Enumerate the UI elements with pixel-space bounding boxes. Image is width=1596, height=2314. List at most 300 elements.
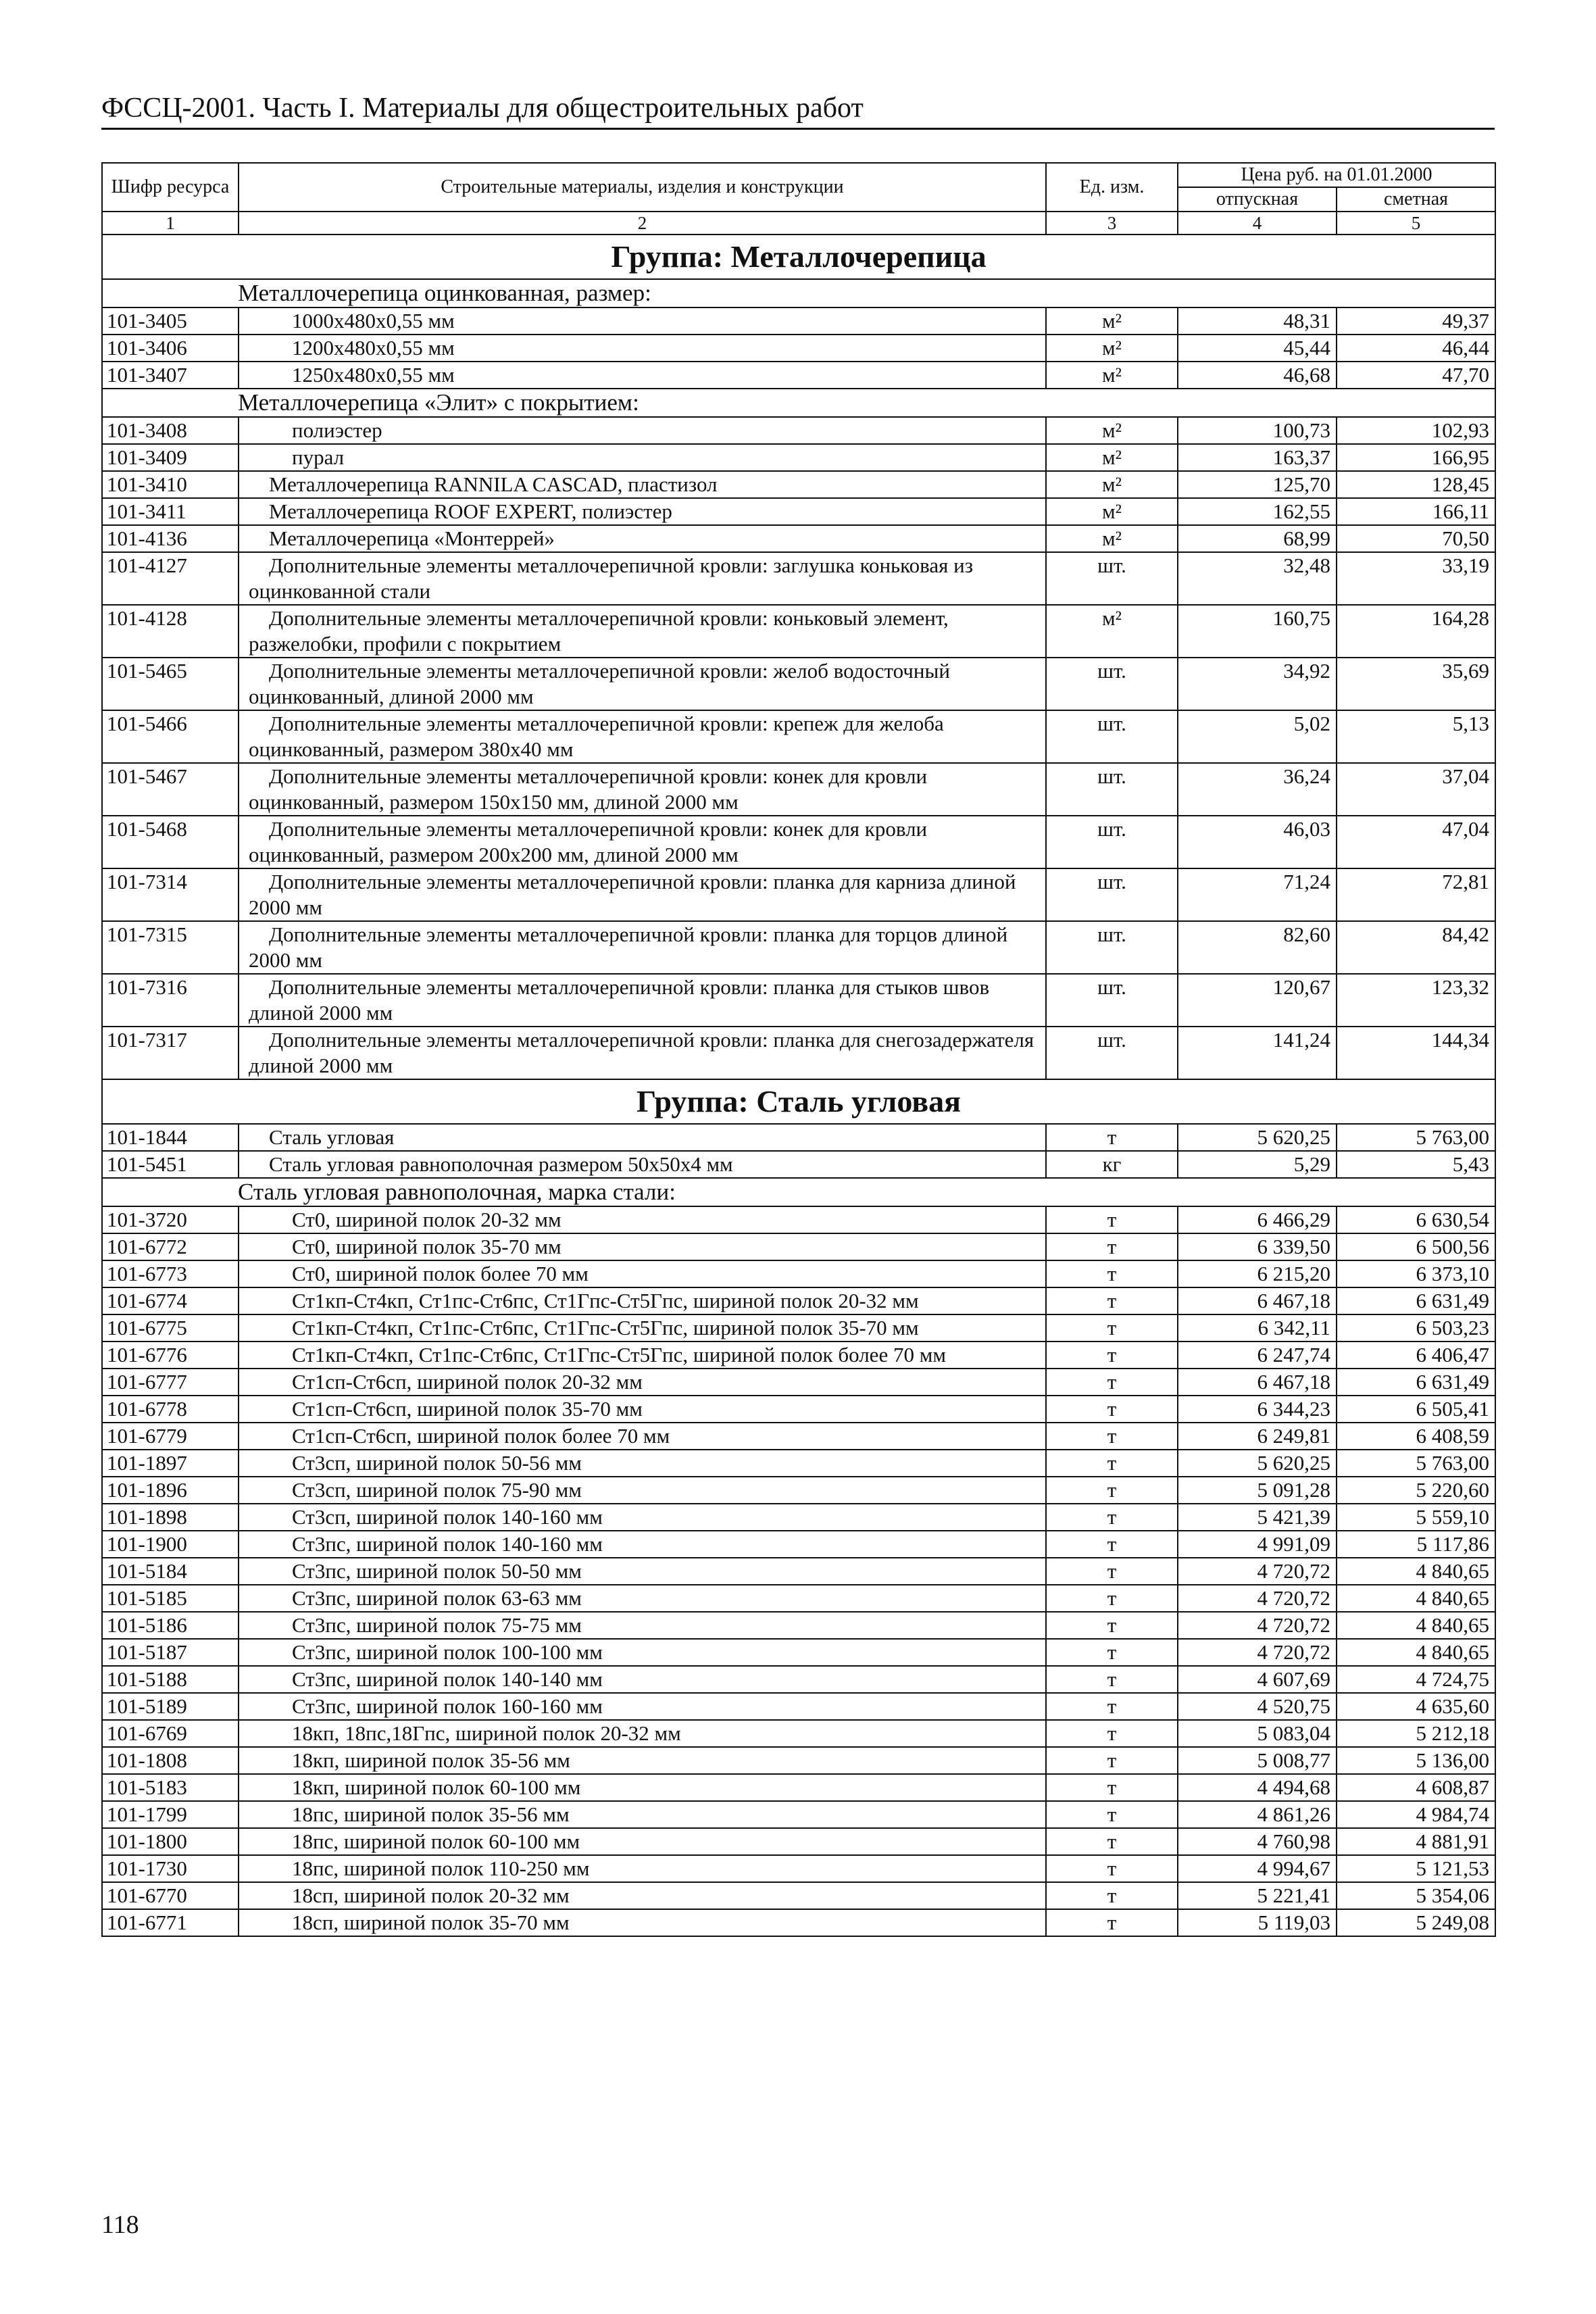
material-name-cell: 18пс, шириной полок 60-100 мм xyxy=(239,1828,1046,1855)
unit-cell: т xyxy=(1046,1396,1178,1423)
unit-cell: т xyxy=(1046,1747,1178,1774)
resource-code-cell: 101-5465 xyxy=(102,658,239,710)
table-row xyxy=(102,1585,1495,1612)
material-name-cell: Ст1сп-Ст6сп, шириной полок 35-70 мм xyxy=(239,1396,1046,1423)
resource-code-cell: 101-3410 xyxy=(102,471,239,498)
unit-cell: т xyxy=(1046,1693,1178,1720)
resource-code-cell: 101-3409 xyxy=(102,444,239,471)
estimate-price-cell: 4 608,87 xyxy=(1337,1774,1495,1801)
unit-cell: шт. xyxy=(1046,816,1178,868)
material-name-cell: Ст1сп-Ст6сп, шириной полок более 70 мм xyxy=(239,1423,1046,1450)
table-row xyxy=(102,1612,1495,1639)
release-price-cell: 4 991,09 xyxy=(1178,1531,1337,1558)
unit-cell: т xyxy=(1046,1585,1178,1612)
resource-code-cell: 101-4128 xyxy=(102,605,239,658)
table-row xyxy=(102,1828,1495,1855)
unit-cell: т xyxy=(1046,1828,1178,1855)
unit-cell: м² xyxy=(1046,362,1178,389)
resource-code-cell: 101-6772 xyxy=(102,1233,239,1260)
unit-cell: шт. xyxy=(1046,763,1178,816)
material-name-cell: 1250x480x0,55 мм xyxy=(239,362,1046,389)
price-table-container xyxy=(101,162,1495,1937)
estimate-price-cell: 6 500,56 xyxy=(1337,1233,1495,1260)
unit-cell: т xyxy=(1046,1369,1178,1396)
resource-code-cell: 101-6771 xyxy=(102,1909,239,1936)
release-price-cell: 36,24 xyxy=(1178,763,1337,816)
material-name-cell: Дополнительные элементы металлочерепичной кровли: планка для снегозадержателя длиной 2000 мм xyxy=(239,1027,1046,1079)
release-price-cell: 6 249,81 xyxy=(1178,1423,1337,1450)
release-price-cell: 48,31 xyxy=(1178,307,1337,335)
release-price-cell: 160,75 xyxy=(1178,605,1337,658)
material-name-cell: Дополнительные элементы металлочерепичной кровли: планка для карниза длиной 2000 мм xyxy=(239,868,1046,921)
estimate-price-cell: 46,44 xyxy=(1337,335,1495,362)
unit-cell: т xyxy=(1046,1124,1178,1151)
col-number: 1 xyxy=(102,212,239,235)
unit-cell: шт. xyxy=(1046,710,1178,763)
unit-cell: м² xyxy=(1046,417,1178,444)
resource-code-cell: 101-7316 xyxy=(102,974,239,1027)
table-row xyxy=(102,974,1495,1027)
table-row xyxy=(102,1666,1495,1693)
table-row xyxy=(102,1450,1495,1477)
release-price-cell: 5 221,41 xyxy=(1178,1882,1337,1909)
unit-cell: шт. xyxy=(1046,1027,1178,1079)
estimate-price-cell: 5 117,86 xyxy=(1337,1531,1495,1558)
unit-cell: т xyxy=(1046,1639,1178,1666)
release-price-cell: 4 720,72 xyxy=(1178,1612,1337,1639)
release-price-cell: 4 720,72 xyxy=(1178,1585,1337,1612)
table-row xyxy=(102,1909,1495,1936)
estimate-price-cell: 166,95 xyxy=(1337,444,1495,471)
unit-cell: т xyxy=(1046,1801,1178,1828)
resource-code-cell: 101-1799 xyxy=(102,1801,239,1828)
table-row xyxy=(102,763,1495,816)
material-name-cell: Металлочерепица RANNILA CASCAD, пластизол xyxy=(239,471,1046,498)
unit-cell: шт. xyxy=(1046,868,1178,921)
col-header-estimate-price: сметная xyxy=(1337,187,1495,212)
subgroup-header-row xyxy=(102,279,1495,307)
resource-code-cell: 101-4136 xyxy=(102,525,239,552)
estimate-price-cell: 6 505,41 xyxy=(1337,1396,1495,1423)
material-name-cell: Ст3пс, шириной полок 140-160 мм xyxy=(239,1531,1046,1558)
price-table xyxy=(101,162,1496,1937)
material-name-cell: Дополнительные элементы металлочерепичной кровли: крепеж для желоба оцинкованный, размером 380x40 мм xyxy=(239,710,1046,763)
estimate-price-cell: 166,11 xyxy=(1337,498,1495,525)
release-price-cell: 5 083,04 xyxy=(1178,1720,1337,1747)
estimate-price-cell: 5 212,18 xyxy=(1337,1720,1495,1747)
material-name-cell: Дополнительные элементы металлочерепичной кровли: конек для кровли оцинкованный, размером 150x150 мм, длиной 2000 мм xyxy=(239,763,1046,816)
resource-code-cell: 101-5185 xyxy=(102,1585,239,1612)
estimate-price-cell: 5 136,00 xyxy=(1337,1747,1495,1774)
resource-code-cell: 101-6773 xyxy=(102,1260,239,1287)
unit-cell: т xyxy=(1046,1558,1178,1585)
unit-cell: т xyxy=(1046,1909,1178,1936)
material-name-cell: 1200x480x0,55 мм xyxy=(239,335,1046,362)
release-price-cell: 5 091,28 xyxy=(1178,1477,1337,1504)
page-number: 118 xyxy=(101,2211,139,2239)
table-row xyxy=(102,1693,1495,1720)
estimate-price-cell: 35,69 xyxy=(1337,658,1495,710)
release-price-cell: 6 344,23 xyxy=(1178,1396,1337,1423)
release-price-cell: 6 247,74 xyxy=(1178,1341,1337,1369)
resource-code-cell: 101-1808 xyxy=(102,1747,239,1774)
table-row xyxy=(102,658,1495,710)
table-row xyxy=(102,362,1495,389)
table-row xyxy=(102,1027,1495,1079)
estimate-price-cell: 4 840,65 xyxy=(1337,1612,1495,1639)
estimate-price-cell: 5 249,08 xyxy=(1337,1909,1495,1936)
unit-cell: т xyxy=(1046,1531,1178,1558)
table-row xyxy=(102,1206,1495,1233)
unit-cell: т xyxy=(1046,1477,1178,1504)
estimate-price-cell: 5 763,00 xyxy=(1337,1124,1495,1151)
unit-cell: м² xyxy=(1046,444,1178,471)
release-price-cell: 46,68 xyxy=(1178,362,1337,389)
material-name-cell: Дополнительные элементы металлочерепичной кровли: планка для стыков швов длиной 2000 мм xyxy=(239,974,1046,1027)
estimate-price-cell: 4 635,60 xyxy=(1337,1693,1495,1720)
table-row xyxy=(102,921,1495,974)
unit-cell: т xyxy=(1046,1666,1178,1693)
material-name-cell: 18кп, шириной полок 60-100 мм xyxy=(239,1774,1046,1801)
resource-code-cell: 101-3720 xyxy=(102,1206,239,1233)
material-name-cell: Дополнительные элементы металлочерепичной кровли: коньковый элемент, разжелобки, профили с покрытием xyxy=(239,605,1046,658)
release-price-cell: 125,70 xyxy=(1178,471,1337,498)
material-name-cell: Ст1кп-Ст4кп, Ст1пс-Ст6пс, Ст1Гпс-Ст5Гпс, шириной полок 20-32 мм xyxy=(239,1287,1046,1314)
table-row xyxy=(102,498,1495,525)
estimate-price-cell: 164,28 xyxy=(1337,605,1495,658)
unit-cell: т xyxy=(1046,1287,1178,1314)
table-row xyxy=(102,816,1495,868)
material-name-cell: Ст3пс, шириной полок 75-75 мм xyxy=(239,1612,1046,1639)
table-row xyxy=(102,1423,1495,1450)
resource-code-cell: 101-3405 xyxy=(102,307,239,335)
resource-code-cell: 101-5186 xyxy=(102,1612,239,1639)
unit-cell: т xyxy=(1046,1233,1178,1260)
estimate-price-cell: 4 881,91 xyxy=(1337,1828,1495,1855)
unit-cell: т xyxy=(1046,1423,1178,1450)
col-header-unit: Ед. изм. xyxy=(1046,163,1178,212)
resource-code-cell: 101-5187 xyxy=(102,1639,239,1666)
release-price-cell: 4 760,98 xyxy=(1178,1828,1337,1855)
estimate-price-cell: 5 121,53 xyxy=(1337,1855,1495,1882)
table-row xyxy=(102,1855,1495,1882)
unit-cell: т xyxy=(1046,1720,1178,1747)
material-name-cell: 18пс, шириной полок 110-250 мм xyxy=(239,1855,1046,1882)
material-name-cell: 1000x480x0,55 мм xyxy=(239,307,1046,335)
resource-code-cell: 101-1897 xyxy=(102,1450,239,1477)
table-row xyxy=(102,1314,1495,1341)
col-header-release-price: отпускная xyxy=(1178,187,1337,212)
unit-cell: т xyxy=(1046,1341,1178,1369)
resource-code-cell: 101-6775 xyxy=(102,1314,239,1341)
estimate-price-cell: 6 503,23 xyxy=(1337,1314,1495,1341)
resource-code-cell: 101-6776 xyxy=(102,1341,239,1369)
release-price-cell: 120,67 xyxy=(1178,974,1337,1027)
col-header-price: Цена руб. на 01.01.2000 xyxy=(1178,163,1495,187)
unit-cell: т xyxy=(1046,1774,1178,1801)
subgroup-title: Металлочерепица «Элит» с покрытием: xyxy=(102,389,1495,417)
resource-code-cell: 101-1896 xyxy=(102,1477,239,1504)
resource-code-cell: 101-5451 xyxy=(102,1151,239,1178)
col-header-code: Шифр ресурса xyxy=(102,163,239,212)
estimate-price-cell: 47,04 xyxy=(1337,816,1495,868)
unit-cell: кг xyxy=(1046,1151,1178,1178)
unit-cell: шт. xyxy=(1046,658,1178,710)
material-name-cell: Ст3пс, шириной полок 100-100 мм xyxy=(239,1639,1046,1666)
unit-cell: т xyxy=(1046,1504,1178,1531)
release-price-cell: 34,92 xyxy=(1178,658,1337,710)
resource-code-cell: 101-3408 xyxy=(102,417,239,444)
table-row xyxy=(102,1531,1495,1558)
unit-cell: м² xyxy=(1046,605,1178,658)
material-name-cell: 18сп, шириной полок 20-32 мм xyxy=(239,1882,1046,1909)
resource-code-cell: 101-1844 xyxy=(102,1124,239,1151)
unit-cell: т xyxy=(1046,1855,1178,1882)
release-price-cell: 6 339,50 xyxy=(1178,1233,1337,1260)
table-row xyxy=(102,1396,1495,1423)
table-row xyxy=(102,444,1495,471)
release-price-cell: 4 861,26 xyxy=(1178,1801,1337,1828)
resource-code-cell: 101-5468 xyxy=(102,816,239,868)
table-body xyxy=(102,235,1495,1936)
resource-code-cell: 101-5188 xyxy=(102,1666,239,1693)
resource-code-cell: 101-5466 xyxy=(102,710,239,763)
resource-code-cell: 101-5467 xyxy=(102,763,239,816)
release-price-cell: 5 421,39 xyxy=(1178,1504,1337,1531)
resource-code-cell: 101-6770 xyxy=(102,1882,239,1909)
material-name-cell: Ст3сп, шириной полок 50-56 мм xyxy=(239,1450,1046,1477)
col-header-name: Строительные материалы, изделия и конструкции xyxy=(239,163,1046,212)
table-row xyxy=(102,471,1495,498)
table-row xyxy=(102,307,1495,335)
material-name-cell: Сталь угловая xyxy=(239,1124,1046,1151)
table-row xyxy=(102,552,1495,605)
material-name-cell: Ст3пс, шириной полок 160-160 мм xyxy=(239,1693,1046,1720)
material-name-cell: Ст1сп-Ст6сп, шириной полок 20-32 мм xyxy=(239,1369,1046,1396)
col-number: 3 xyxy=(1046,212,1178,235)
estimate-price-cell: 72,81 xyxy=(1337,868,1495,921)
table-row xyxy=(102,1720,1495,1747)
estimate-price-cell: 5 354,06 xyxy=(1337,1882,1495,1909)
release-price-cell: 4 520,75 xyxy=(1178,1693,1337,1720)
release-price-cell: 4 720,72 xyxy=(1178,1558,1337,1585)
release-price-cell: 6 215,20 xyxy=(1178,1260,1337,1287)
release-price-cell: 163,37 xyxy=(1178,444,1337,471)
resource-code-cell: 101-7317 xyxy=(102,1027,239,1079)
estimate-price-cell: 4 984,74 xyxy=(1337,1801,1495,1828)
resource-code-cell: 101-5184 xyxy=(102,1558,239,1585)
unit-cell: шт. xyxy=(1046,552,1178,605)
resource-code-cell: 101-6777 xyxy=(102,1369,239,1396)
subgroup-title: Сталь угловая равнополочная, марка стали: xyxy=(102,1178,1495,1206)
estimate-price-cell: 6 408,59 xyxy=(1337,1423,1495,1450)
material-name-cell: Дополнительные элементы металлочерепичной кровли: планка для торцов длиной 2000 мм xyxy=(239,921,1046,974)
material-name-cell: Ст0, шириной полок более 70 мм xyxy=(239,1260,1046,1287)
release-price-cell: 100,73 xyxy=(1178,417,1337,444)
estimate-price-cell: 37,04 xyxy=(1337,763,1495,816)
col-number: 5 xyxy=(1337,212,1495,235)
estimate-price-cell: 4 840,65 xyxy=(1337,1639,1495,1666)
estimate-price-cell: 5,43 xyxy=(1337,1151,1495,1178)
release-price-cell: 5 620,25 xyxy=(1178,1450,1337,1477)
material-name-cell: Металлочерепица ROOF EXPERT, полиэстер xyxy=(239,498,1046,525)
estimate-price-cell: 6 631,49 xyxy=(1337,1369,1495,1396)
col-number: 4 xyxy=(1178,212,1337,235)
table-row xyxy=(102,417,1495,444)
material-name-cell: Ст1кп-Ст4кп, Ст1пс-Ст6пс, Ст1Гпс-Ст5Гпс, шириной полок более 70 мм xyxy=(239,1341,1046,1369)
table-row xyxy=(102,1341,1495,1369)
table-row xyxy=(102,1260,1495,1287)
group-title: Группа: Сталь угловая xyxy=(102,1079,1495,1124)
estimate-price-cell: 102,93 xyxy=(1337,417,1495,444)
table-row xyxy=(102,1801,1495,1828)
material-name-cell: 18пс, шириной полок 35-56 мм xyxy=(239,1801,1046,1828)
resource-code-cell: 101-7314 xyxy=(102,868,239,921)
release-price-cell: 5 119,03 xyxy=(1178,1909,1337,1936)
unit-cell: м² xyxy=(1046,525,1178,552)
estimate-price-cell: 47,70 xyxy=(1337,362,1495,389)
unit-cell: т xyxy=(1046,1882,1178,1909)
release-price-cell: 82,60 xyxy=(1178,921,1337,974)
resource-code-cell: 101-4127 xyxy=(102,552,239,605)
material-name-cell: 18кп, шириной полок 35-56 мм xyxy=(239,1747,1046,1774)
material-name-cell: Металлочерепица «Монтеррей» xyxy=(239,525,1046,552)
estimate-price-cell: 84,42 xyxy=(1337,921,1495,974)
table-row xyxy=(102,525,1495,552)
estimate-price-cell: 5 220,60 xyxy=(1337,1477,1495,1504)
resource-code-cell: 101-6774 xyxy=(102,1287,239,1314)
estimate-price-cell: 4 840,65 xyxy=(1337,1558,1495,1585)
material-name-cell: Ст3сп, шириной полок 75-90 мм xyxy=(239,1477,1046,1504)
table-row xyxy=(102,1369,1495,1396)
table-row xyxy=(102,1124,1495,1151)
table-row xyxy=(102,1747,1495,1774)
release-price-cell: 5,02 xyxy=(1178,710,1337,763)
resource-code-cell: 101-6779 xyxy=(102,1423,239,1450)
estimate-price-cell: 4 724,75 xyxy=(1337,1666,1495,1693)
material-name-cell: Дополнительные элементы металлочерепичной кровли: желоб водосточный оцинкованный, длиной 2000 мм xyxy=(239,658,1046,710)
resource-code-cell: 101-3406 xyxy=(102,335,239,362)
estimate-price-cell: 6 406,47 xyxy=(1337,1341,1495,1369)
release-price-cell: 5 620,25 xyxy=(1178,1124,1337,1151)
group-header-row xyxy=(102,235,1495,279)
estimate-price-cell: 49,37 xyxy=(1337,307,1495,335)
estimate-price-cell: 70,50 xyxy=(1337,525,1495,552)
table-row xyxy=(102,1558,1495,1585)
resource-code-cell: 101-1900 xyxy=(102,1531,239,1558)
material-name-cell: Ст1кп-Ст4кп, Ст1пс-Ст6пс, Ст1Гпс-Ст5Гпс, шириной полок 35-70 мм xyxy=(239,1314,1046,1341)
table-row xyxy=(102,1882,1495,1909)
estimate-price-cell: 128,45 xyxy=(1337,471,1495,498)
material-name-cell: Ст3пс, шириной полок 63-63 мм xyxy=(239,1585,1046,1612)
resource-code-cell: 101-3411 xyxy=(102,498,239,525)
material-name-cell: пурал xyxy=(239,444,1046,471)
release-price-cell: 68,99 xyxy=(1178,525,1337,552)
table-row xyxy=(102,1477,1495,1504)
release-price-cell: 6 342,11 xyxy=(1178,1314,1337,1341)
table-row xyxy=(102,1639,1495,1666)
subgroup-title: Металлочерепица оцинкованная, размер: xyxy=(102,279,1495,307)
table-row xyxy=(102,335,1495,362)
table-row xyxy=(102,605,1495,658)
material-name-cell: Дополнительные элементы металлочерепичной кровли: конек для кровли оцинкованный, размером 200x200 мм, длиной 2000 мм xyxy=(239,816,1046,868)
unit-cell: м² xyxy=(1046,335,1178,362)
material-name-cell: полиэстер xyxy=(239,417,1046,444)
release-price-cell: 6 467,18 xyxy=(1178,1287,1337,1314)
release-price-cell: 162,55 xyxy=(1178,498,1337,525)
resource-code-cell: 101-6769 xyxy=(102,1720,239,1747)
release-price-cell: 141,24 xyxy=(1178,1027,1337,1079)
resource-code-cell: 101-1898 xyxy=(102,1504,239,1531)
release-price-cell: 5 008,77 xyxy=(1178,1747,1337,1774)
material-name-cell: Ст3пс, шириной полок 140-140 мм xyxy=(239,1666,1046,1693)
col-number: 2 xyxy=(239,212,1046,235)
release-price-cell: 32,48 xyxy=(1178,552,1337,605)
page-header: ФССЦ-2001. Часть I. Материалы для общестроительных работ xyxy=(101,91,1495,130)
table-row xyxy=(102,1287,1495,1314)
unit-cell: м² xyxy=(1046,498,1178,525)
material-name-cell: 18кп, 18пс,18Гпс, шириной полок 20-32 мм xyxy=(239,1720,1046,1747)
unit-cell: шт. xyxy=(1046,921,1178,974)
resource-code-cell: 101-1730 xyxy=(102,1855,239,1882)
material-name-cell: Ст0, шириной полок 35-70 мм xyxy=(239,1233,1046,1260)
resource-code-cell: 101-6778 xyxy=(102,1396,239,1423)
table-row xyxy=(102,1151,1495,1178)
resource-code-cell: 101-1800 xyxy=(102,1828,239,1855)
estimate-price-cell: 6 373,10 xyxy=(1337,1260,1495,1287)
estimate-price-cell: 5,13 xyxy=(1337,710,1495,763)
release-price-cell: 45,44 xyxy=(1178,335,1337,362)
table-row xyxy=(102,710,1495,763)
table-row xyxy=(102,1233,1495,1260)
resource-code-cell: 101-3407 xyxy=(102,362,239,389)
estimate-price-cell: 123,32 xyxy=(1337,974,1495,1027)
estimate-price-cell: 6 631,49 xyxy=(1337,1287,1495,1314)
estimate-price-cell: 33,19 xyxy=(1337,552,1495,605)
material-name-cell: Ст0, шириной полок 20-32 мм xyxy=(239,1206,1046,1233)
unit-cell: м² xyxy=(1046,471,1178,498)
unit-cell: м² xyxy=(1046,307,1178,335)
unit-cell: т xyxy=(1046,1450,1178,1477)
release-price-cell: 6 466,29 xyxy=(1178,1206,1337,1233)
estimate-price-cell: 4 840,65 xyxy=(1337,1585,1495,1612)
estimate-price-cell: 144,34 xyxy=(1337,1027,1495,1079)
table-row xyxy=(102,1774,1495,1801)
estimate-price-cell: 5 763,00 xyxy=(1337,1450,1495,1477)
release-price-cell: 71,24 xyxy=(1178,868,1337,921)
release-price-cell: 4 607,69 xyxy=(1178,1666,1337,1693)
group-header-row xyxy=(102,1079,1495,1124)
unit-cell: т xyxy=(1046,1206,1178,1233)
release-price-cell: 6 467,18 xyxy=(1178,1369,1337,1396)
material-name-cell: 18сп, шириной полок 35-70 мм xyxy=(239,1909,1046,1936)
release-price-cell: 4 494,68 xyxy=(1178,1774,1337,1801)
material-name-cell: Ст3сп, шириной полок 140-160 мм xyxy=(239,1504,1046,1531)
material-name-cell: Дополнительные элементы металлочерепичной кровли: заглушка коньковая из оцинкованной стали xyxy=(239,552,1046,605)
material-name-cell: Ст3пс, шириной полок 50-50 мм xyxy=(239,1558,1046,1585)
unit-cell: т xyxy=(1046,1612,1178,1639)
subgroup-header-row xyxy=(102,389,1495,417)
group-title: Группа: Металлочерепица xyxy=(102,235,1495,279)
release-price-cell: 4 994,67 xyxy=(1178,1855,1337,1882)
unit-cell: т xyxy=(1046,1314,1178,1341)
release-price-cell: 5,29 xyxy=(1178,1151,1337,1178)
table-row xyxy=(102,1504,1495,1531)
resource-code-cell: 101-7315 xyxy=(102,921,239,974)
unit-cell: т xyxy=(1046,1260,1178,1287)
resource-code-cell: 101-5189 xyxy=(102,1693,239,1720)
material-name-cell: Сталь угловая равнополочная размером 50x50x4 мм xyxy=(239,1151,1046,1178)
